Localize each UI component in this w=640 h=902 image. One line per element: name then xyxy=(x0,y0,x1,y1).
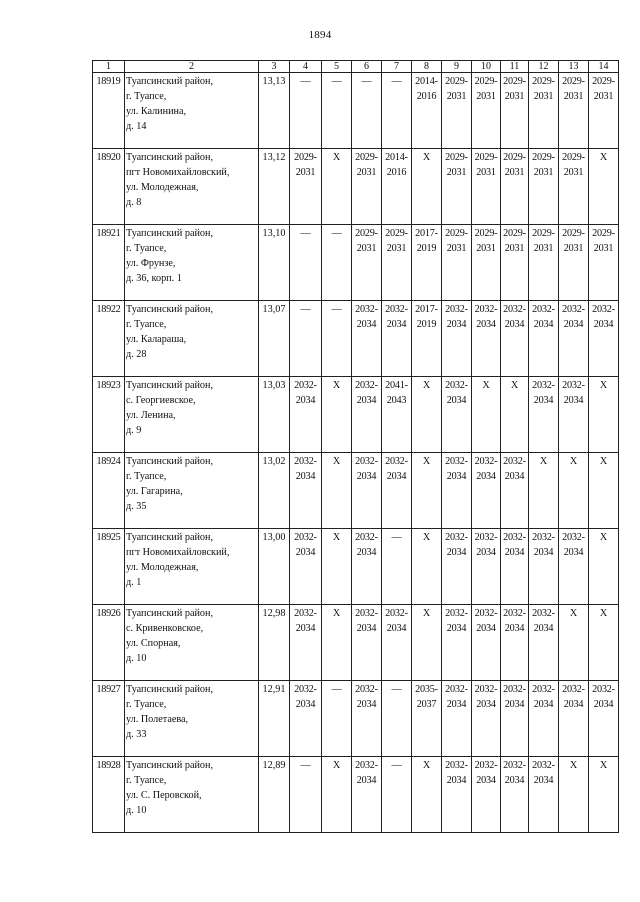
period-cell-col8: X xyxy=(412,453,442,529)
column-header: 6 xyxy=(352,61,382,73)
column-header: 4 xyxy=(290,61,322,73)
period-cell-col14: 2032- 2034 xyxy=(589,681,619,757)
table-row xyxy=(93,377,619,453)
address-cell: Туапсинский район, г. Туапсе, ул. Калинина, д. 14 xyxy=(125,73,259,149)
table-row xyxy=(93,301,619,377)
period-cell-col11: 2032- 2034 xyxy=(501,605,529,681)
period-cell-col13: X xyxy=(559,453,589,529)
period-cell-col7: 2032- 2034 xyxy=(382,453,412,529)
period-cell-col12: 2029- 2031 xyxy=(529,149,559,225)
period-cell-col9: 2032- 2034 xyxy=(442,605,472,681)
period-cell-col11: 2032- 2034 xyxy=(501,757,529,833)
period-cell-col14: 2029- 2031 xyxy=(589,73,619,149)
period-cell-col9: 2032- 2034 xyxy=(442,377,472,453)
period-cell-col14: 2029- 2031 xyxy=(589,225,619,301)
period-cell-col4: — xyxy=(290,757,322,833)
address-cell: Туапсинский район, пгт Новомихайловский, ул. Молодежная, д. 1 xyxy=(125,529,259,605)
period-cell-col5: — xyxy=(322,73,352,149)
period-cell-col14: 2032- 2034 xyxy=(589,301,619,377)
period-cell-col12: 2032- 2034 xyxy=(529,757,559,833)
period-cell-col9: 2032- 2034 xyxy=(442,681,472,757)
period-cell-col13: 2029- 2031 xyxy=(559,225,589,301)
address-cell: Туапсинский район, г. Туапсе, ул. Гагарина, д. 35 xyxy=(125,453,259,529)
building-number-cell: 18920 xyxy=(93,149,125,225)
period-cell-col14: X xyxy=(589,605,619,681)
register-table xyxy=(92,60,619,833)
period-cell-col11: 2029- 2031 xyxy=(501,73,529,149)
period-cell-col12: X xyxy=(529,453,559,529)
period-cell-col8: X xyxy=(412,605,442,681)
period-cell-col13: X xyxy=(559,605,589,681)
address-cell: Туапсинский район, с. Кривенковское, ул. Спорная, д. 10 xyxy=(125,605,259,681)
period-cell-col11: 2029- 2031 xyxy=(501,149,529,225)
period-cell-col10: 2032- 2034 xyxy=(472,529,501,605)
period-cell-col11: 2032- 2034 xyxy=(501,301,529,377)
building-number-cell: 18925 xyxy=(93,529,125,605)
period-cell-col5: X xyxy=(322,757,352,833)
period-cell-col13: 2029- 2031 xyxy=(559,149,589,225)
column-number-row xyxy=(93,61,619,73)
period-cell-col13: X xyxy=(559,757,589,833)
period-cell-col6: 2029- 2031 xyxy=(352,225,382,301)
period-cell-col10: 2029- 2031 xyxy=(472,225,501,301)
period-cell-col8: X xyxy=(412,377,442,453)
area-cell: 13,03 xyxy=(259,377,290,453)
period-cell-col10: 2029- 2031 xyxy=(472,149,501,225)
period-cell-col12: 2029- 2031 xyxy=(529,73,559,149)
page-number: 1894 xyxy=(308,29,332,41)
period-cell-col4: 2032- 2034 xyxy=(290,681,322,757)
period-cell-col11: 2032- 2034 xyxy=(501,681,529,757)
column-header: 12 xyxy=(529,61,559,73)
period-cell-col6: 2029- 2031 xyxy=(352,149,382,225)
building-number-cell: 18923 xyxy=(93,377,125,453)
period-cell-col12: 2032- 2034 xyxy=(529,301,559,377)
address-cell: Туапсинский район, с. Георгиевское, ул. Ленина, д. 9 xyxy=(125,377,259,453)
period-cell-col6: 2032- 2034 xyxy=(352,605,382,681)
period-cell-col12: 2032- 2034 xyxy=(529,377,559,453)
period-cell-col10: X xyxy=(472,377,501,453)
address-cell: Туапсинский район, г. Туапсе, ул. Полетаева, д. 33 xyxy=(125,681,259,757)
period-cell-col8: 2017- 2019 xyxy=(412,301,442,377)
period-cell-col4: 2032- 2034 xyxy=(290,529,322,605)
address-cell: Туапсинский район, пгт Новомихайловский, ул. Молодежная, д. 8 xyxy=(125,149,259,225)
address-cell: Туапсинский район, г. Туапсе, ул. Фрунзе, д. 36, корп. 1 xyxy=(125,225,259,301)
table-row xyxy=(93,225,619,301)
area-cell: 13,12 xyxy=(259,149,290,225)
building-number-cell: 18921 xyxy=(93,225,125,301)
period-cell-col5: X xyxy=(322,377,352,453)
table-row xyxy=(93,529,619,605)
building-number-cell: 18928 xyxy=(93,757,125,833)
period-cell-col8: X xyxy=(412,149,442,225)
table-row xyxy=(93,605,619,681)
period-cell-col13: 2032- 2034 xyxy=(559,529,589,605)
period-cell-col13: 2032- 2034 xyxy=(559,681,589,757)
period-cell-col13: 2032- 2034 xyxy=(559,301,589,377)
period-cell-col9: 2029- 2031 xyxy=(442,225,472,301)
address-cell: Туапсинский район, г. Туапсе, ул. Калараша, д. 28 xyxy=(125,301,259,377)
period-cell-col14: X xyxy=(589,529,619,605)
period-cell-col7: 2029- 2031 xyxy=(382,225,412,301)
table-row xyxy=(93,681,619,757)
period-cell-col5: X xyxy=(322,149,352,225)
period-cell-col11: X xyxy=(501,377,529,453)
period-cell-col13: 2032- 2034 xyxy=(559,377,589,453)
period-cell-col11: 2029- 2031 xyxy=(501,225,529,301)
period-cell-col5: — xyxy=(322,681,352,757)
area-cell: 13,10 xyxy=(259,225,290,301)
period-cell-col9: 2032- 2034 xyxy=(442,301,472,377)
period-cell-col12: 2032- 2034 xyxy=(529,605,559,681)
period-cell-col13: 2029- 2031 xyxy=(559,73,589,149)
period-cell-col6: 2032- 2034 xyxy=(352,453,382,529)
area-cell: 13,07 xyxy=(259,301,290,377)
period-cell-col10: 2032- 2034 xyxy=(472,681,501,757)
column-header: 3 xyxy=(259,61,290,73)
area-cell: 13,13 xyxy=(259,73,290,149)
period-cell-col10: 2032- 2034 xyxy=(472,757,501,833)
period-cell-col10: 2029- 2031 xyxy=(472,73,501,149)
table-row xyxy=(93,757,619,833)
period-cell-col8: X xyxy=(412,757,442,833)
period-cell-col4: 2032- 2034 xyxy=(290,453,322,529)
period-cell-col11: 2032- 2034 xyxy=(501,529,529,605)
period-cell-col5: X xyxy=(322,605,352,681)
period-cell-col9: 2032- 2034 xyxy=(442,453,472,529)
period-cell-col7: 2014- 2016 xyxy=(382,149,412,225)
area-cell: 12,98 xyxy=(259,605,290,681)
period-cell-col6: 2032- 2034 xyxy=(352,301,382,377)
period-cell-col10: 2032- 2034 xyxy=(472,453,501,529)
period-cell-col14: X xyxy=(589,149,619,225)
period-cell-col14: X xyxy=(589,453,619,529)
column-header: 8 xyxy=(412,61,442,73)
table-row xyxy=(93,453,619,529)
period-cell-col7: — xyxy=(382,73,412,149)
building-number-cell: 18926 xyxy=(93,605,125,681)
period-cell-col6: 2032- 2034 xyxy=(352,529,382,605)
period-cell-col9: 2032- 2034 xyxy=(442,757,472,833)
period-cell-col10: 2032- 2034 xyxy=(472,605,501,681)
period-cell-col4: 2032- 2034 xyxy=(290,377,322,453)
column-header: 14 xyxy=(589,61,619,73)
period-cell-col7: 2032- 2034 xyxy=(382,605,412,681)
column-header: 13 xyxy=(559,61,589,73)
period-cell-col8: 2017- 2019 xyxy=(412,225,442,301)
building-number-cell: 18919 xyxy=(93,73,125,149)
column-header: 11 xyxy=(501,61,529,73)
period-cell-col9: 2029- 2031 xyxy=(442,73,472,149)
period-cell-col12: 2029- 2031 xyxy=(529,225,559,301)
period-cell-col7: 2041- 2043 xyxy=(382,377,412,453)
area-cell: 13,00 xyxy=(259,529,290,605)
building-number-cell: 18922 xyxy=(93,301,125,377)
period-cell-col9: 2032- 2034 xyxy=(442,529,472,605)
period-cell-col5: X xyxy=(322,529,352,605)
period-cell-col6: 2032- 2034 xyxy=(352,681,382,757)
period-cell-col8: X xyxy=(412,529,442,605)
column-header: 2 xyxy=(125,61,259,73)
column-header: 10 xyxy=(472,61,501,73)
period-cell-col4: 2032- 2034 xyxy=(290,605,322,681)
period-cell-col14: X xyxy=(589,377,619,453)
period-cell-col5: — xyxy=(322,225,352,301)
column-header: 7 xyxy=(382,61,412,73)
period-cell-col12: 2032- 2034 xyxy=(529,529,559,605)
period-cell-col9: 2029- 2031 xyxy=(442,149,472,225)
period-cell-col4: — xyxy=(290,73,322,149)
address-cell: Туапсинский район, г. Туапсе, ул. С. Перовской, д. 10 xyxy=(125,757,259,833)
period-cell-col6: 2032- 2034 xyxy=(352,377,382,453)
period-cell-col4: — xyxy=(290,301,322,377)
table-row xyxy=(93,73,619,149)
period-cell-col11: 2032- 2034 xyxy=(501,453,529,529)
period-cell-col4: 2029- 2031 xyxy=(290,149,322,225)
building-number-cell: 18927 xyxy=(93,681,125,757)
period-cell-col6: — xyxy=(352,73,382,149)
period-cell-col7: 2032- 2034 xyxy=(382,301,412,377)
building-number-cell: 18924 xyxy=(93,453,125,529)
column-header: 1 xyxy=(93,61,125,73)
column-header: 9 xyxy=(442,61,472,73)
area-cell: 12,91 xyxy=(259,681,290,757)
period-cell-col10: 2032- 2034 xyxy=(472,301,501,377)
area-cell: 13,02 xyxy=(259,453,290,529)
period-cell-col14: X xyxy=(589,757,619,833)
period-cell-col5: — xyxy=(322,301,352,377)
period-cell-col5: X xyxy=(322,453,352,529)
period-cell-col8: 2035- 2037 xyxy=(412,681,442,757)
period-cell-col12: 2032- 2034 xyxy=(529,681,559,757)
period-cell-col4: — xyxy=(290,225,322,301)
column-header: 5 xyxy=(322,61,352,73)
period-cell-col6: 2032- 2034 xyxy=(352,757,382,833)
area-cell: 12,89 xyxy=(259,757,290,833)
period-cell-col7: — xyxy=(382,757,412,833)
period-cell-col7: — xyxy=(382,681,412,757)
period-cell-col7: — xyxy=(382,529,412,605)
period-cell-col8: 2014- 2016 xyxy=(412,73,442,149)
table-row xyxy=(93,149,619,225)
